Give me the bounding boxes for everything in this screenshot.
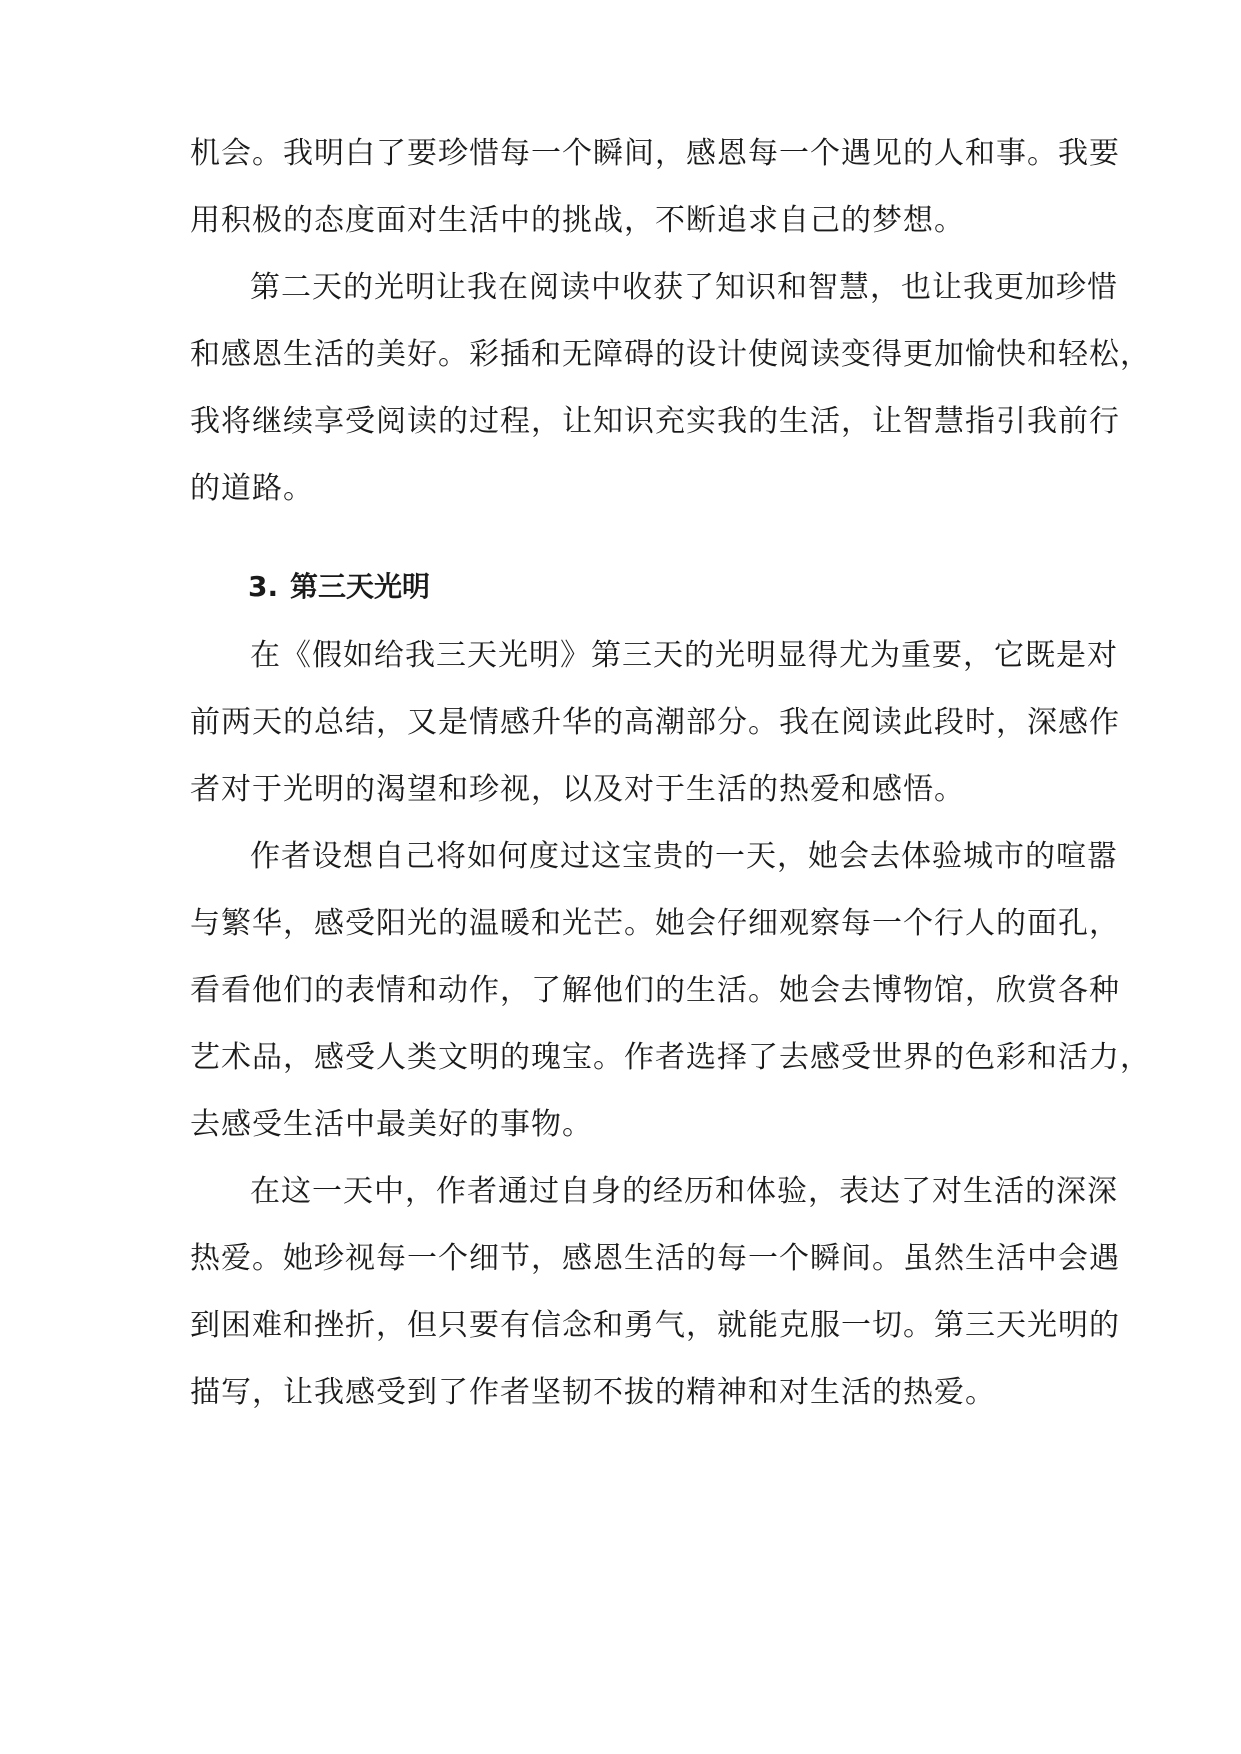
text-line: 与繁华，感受阳光的温暖和光芒。她会仔细观察每一个行人的面孔， [190,906,1120,941]
section-heading [248,567,430,607]
text-line: 和感恩生活的美好。彩插和无障碍的设计使阅读变得更加愉快和轻松， [190,337,1151,372]
text-line: 者对于光明的渴望和珍视，以及对于生活的热爱和感悟。 [190,772,965,807]
text-line: 我将继续享受阅读的过程，让知识充实我的生活，让智慧指引我前行 [190,404,1120,439]
text-line: 作者设想自己将如何度过这宝贵的一天，她会去体验城市的喧嚣 [250,839,1118,874]
text-line: 的道路。 [190,471,314,506]
text-line: 艺术品，感受人类文明的瑰宝。作者选择了去感受世界的色彩和活力， [190,1040,1151,1075]
text-line: 在《假如给我三天光明》第三天的光明显得尤为重要，它既是对 [250,638,1118,673]
text-line: 去感受生活中最美好的事物。 [190,1107,593,1142]
text-line: 前两天的总结，又是情感升华的高潮部分。我在阅读此段时，深感作 [190,705,1120,740]
text-line: 看看他们的表情和动作，了解他们的生活。她会去博物馆，欣赏各种 [190,973,1120,1008]
text-line: 第二天的光明让我在阅读中收获了知识和智慧，也让我更加珍惜 [250,270,1118,305]
text-line: 热爱。她珍视每一个细节，感恩生活的每一个瞬间。虽然生活中会遇 [190,1241,1120,1276]
section-title: 第三天光明 [290,570,431,603]
text-line: 在这一天中，作者通过自身的经历和体验，表达了对生活的深深 [250,1174,1118,1209]
text-line: 描写，让我感受到了作者坚韧不拔的精神和对生活的热爱。 [190,1375,996,1410]
text-line: 用积极的态度面对生活中的挑战，不断追求自己的梦想。 [190,203,965,238]
section-number: 3. [248,570,279,603]
text-line: 到困难和挫折，但只要有信念和勇气，就能克服一切。第三天光明的 [190,1308,1120,1343]
text-line: 机会。我明白了要珍惜每一个瞬间，感恩每一个遇见的人和事。我要 [190,136,1120,171]
